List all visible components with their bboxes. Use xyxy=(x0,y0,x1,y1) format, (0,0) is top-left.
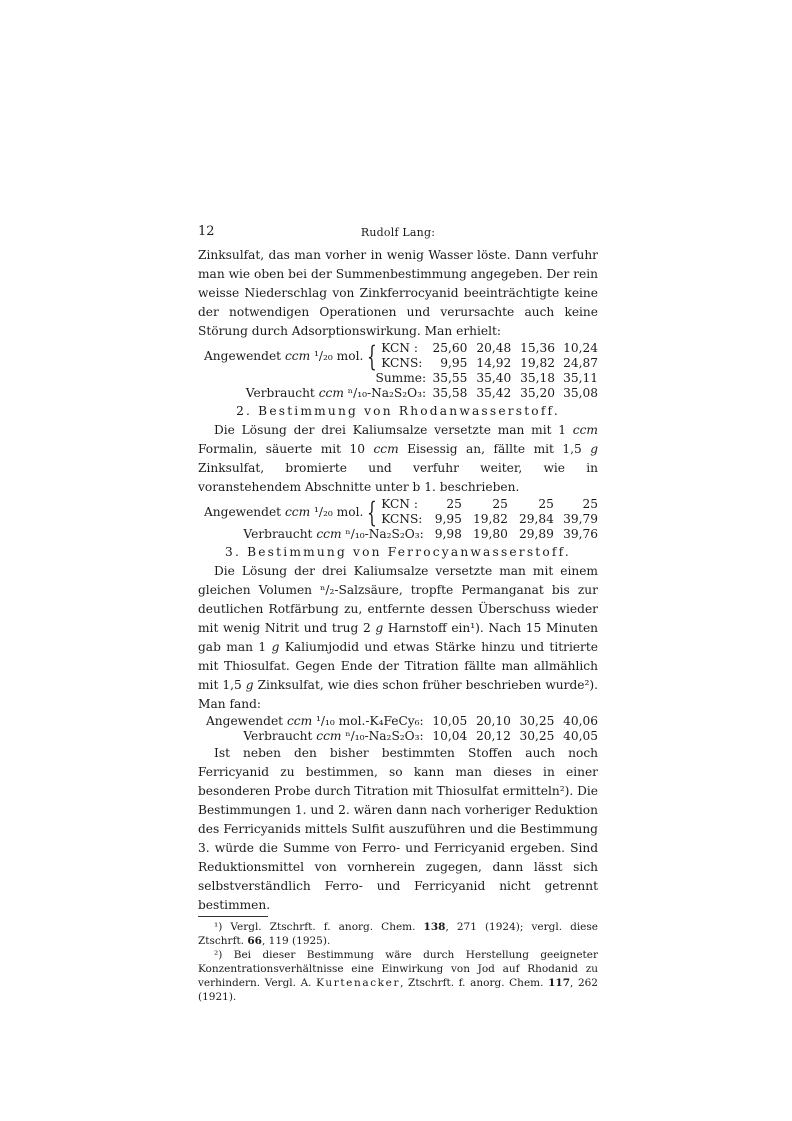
applied-label: Angewendet ccm ¹/₁₀ mol.-K₄FeCy₆: xyxy=(206,714,424,728)
book-page xyxy=(198,222,598,1004)
table-row: Angewendet ccm ¹/₂₀ mol. { KCN : 25,60 20,48 15,36 10,24 xyxy=(204,339,598,373)
applied-label: Angewendet ccm ¹/₂₀ mol. xyxy=(204,504,364,519)
kcn-label: KCN : xyxy=(381,497,418,511)
section-heading-2: 2. Bestimmung von Rhodanwasserstoff. xyxy=(236,404,560,418)
footnote-2: ²) Bei dieser Bestimmung wäre durch Herstellung geeigneter Konzentrationsverhältnisse eine Einwirkung von Jod auf Rhodanid zu verhindern. Vergl. A. Kurtenacker, Ztschrft. f. anorg. Chem. 117, 262 (1921). xyxy=(198,949,598,1003)
table-row: KCNS: 9,95 14,92 19,82 24,87 xyxy=(381,356,598,370)
brace-icon: { xyxy=(367,495,378,529)
footnote-1: ¹) Vergl. Ztschrft. f. anorg. Chem. 138, 271 (1924); vergl. diese Ztschrft. 66, 119 (1925). xyxy=(198,921,599,947)
table-row: Angewendet ccm ¹/₂₀ mol. { KCN : 25 25 25 25 xyxy=(204,495,598,529)
page-header xyxy=(198,222,598,246)
paragraph-4: Ist neben den bisher bestimmten Stoffen auch noch Ferricyanid zu bestimmen, so kann man dieses in einer besonderen Probe durch Titration mit Thiosulfat ermitteln²). Die Bestimmungen 1. und 2. wären dann nach vorheriger Reduktion des Ferricyanids mittels Sulfit auszuführen und die Bestimmung 3. würde die Summe von Ferro- und Ferricyanid ergeben. Sind Reduktionsmittel von vornherein zugegen, dann lässt sich selbstverständlich Ferro- und Ferricyanid nicht getrennt bestimmen. xyxy=(198,746,598,912)
sum-label: Summe: xyxy=(375,371,427,385)
kcns-label: KCNS: xyxy=(381,512,423,526)
table-row: Verbraucht ccm ⁿ/₁₀-Na₂S₂O₃: 35,58 35,42 35,20 35,08 xyxy=(204,386,598,401)
paragraph-3: Die Lösung der drei Kaliumsalze versetzte man mit einem gleichen Volumen ⁿ/₂-Salzsäure, tropfte Permanganat bis zur deutlichen Rotfärbung zu, entfernte dessen Überschuss wieder mit wenig Nitrit und trug 2 g Harnstoff ein¹). Nach 15 Minuten gab man 1 g Kaliumjodid und etwas Stärke hinzu und titrierte mit Thiosulfat. Gegen Ende der Titration fällte man allmählich mit 1,5 g Zinksulfat, wie dies schon früher beschrieben wurde²). Man fand: xyxy=(198,564,599,711)
table-3 xyxy=(206,714,598,744)
running-head: Rudolf Lang: xyxy=(360,226,436,239)
table-2 xyxy=(204,497,598,542)
kcns-label: KCNS: xyxy=(381,356,423,370)
footnote-divider xyxy=(198,916,268,917)
page-number: 12 xyxy=(198,224,215,239)
table-row: Summe: 35,55 35,40 35,18 35,11 xyxy=(204,371,598,386)
brace-icon: { xyxy=(367,339,378,373)
paragraph-1: Zinksulfat, das man vorher in wenig Wasser löste. Dann verfuhr man wie oben bei der Summenbestimmung angegeben. Der rein weisse Niederschlag von Zinkferrocyanid beeinträchtigte keine der notwendigen Operationen und verursachte auch keine Störung durch Adsorptionswirkung. Man erhielt: xyxy=(198,248,598,338)
table-row: KCNS: 9,95 19,82 29,84 39,79 xyxy=(381,512,598,526)
table-row: Angewendet ccm ¹/₁₀ mol.-K₄FeCy₆: 10,05 20,10 30,25 40,06 xyxy=(206,714,598,728)
paragraph-2: Die Lösung der drei Kaliumsalze versetzte man mit 1 ccm Formalin, säuerte mit 10 ccm Eisessig an, fällte mit 1,5 g Zinksulfat, bromierte und verfuhr weiter, wie in voranstehendem Abschnitte unter b 1. beschrieben. xyxy=(198,423,599,494)
table-row: Verbraucht ccm ⁿ/₁₀-Na₂S₂O₃: 9,98 19,80 29,89 39,76 xyxy=(204,527,598,542)
used-label: Verbraucht ccm ⁿ/₁₀-Na₂S₂O₃: xyxy=(245,386,427,400)
used-label: Verbraucht ccm ⁿ/₁₀-Na₂S₂O₃: xyxy=(243,729,424,743)
table-1 xyxy=(204,341,598,401)
kcn-label: KCN : xyxy=(381,341,418,355)
table-row: Verbraucht ccm ⁿ/₁₀-Na₂S₂O₃: 10,04 20,12 30,25 40,05 xyxy=(206,729,598,744)
section-heading-3: 3. Bestimmung von Ferrocyanwasserstoff. xyxy=(225,545,571,559)
applied-label: Angewendet ccm ¹/₂₀ mol. xyxy=(204,348,364,363)
used-label: Verbraucht ccm ⁿ/₁₀-Na₂S₂O₃: xyxy=(243,527,424,541)
